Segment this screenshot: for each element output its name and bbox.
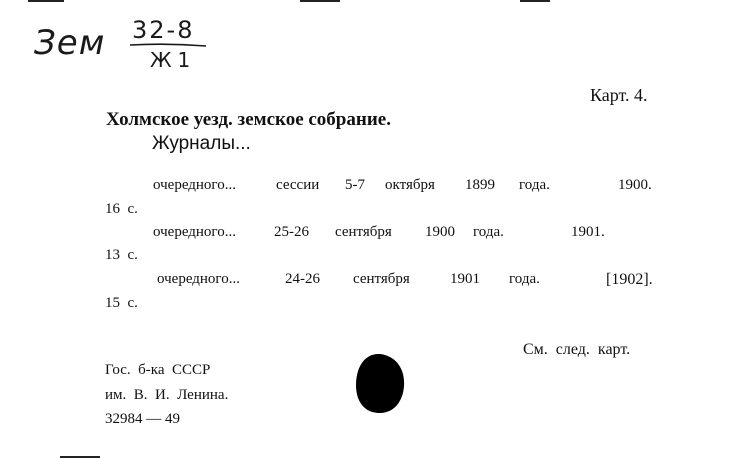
- entry-1-word: сессии: [276, 177, 320, 193]
- entry-3-pages: 15 с.: [105, 295, 138, 311]
- entry-3-word: года.: [509, 271, 540, 287]
- subheading: Журналы...: [152, 133, 251, 154]
- entry-1-word: 1900.: [618, 177, 652, 193]
- library-stamp-line-2: им. В. И. Ленина.: [105, 387, 229, 403]
- handwritten-prefix: Зем: [34, 23, 106, 63]
- scan-edge-mark: [28, 0, 64, 2]
- heading: Холмское уезд. земское собрание.: [106, 109, 391, 130]
- entry-3-word: [1902].: [606, 271, 653, 288]
- entry-3-word: 24-26: [285, 271, 320, 287]
- entry-2-word: 1901.: [571, 224, 605, 240]
- entry-2-word: сентября: [335, 224, 392, 240]
- scan-edge-mark: [300, 0, 340, 2]
- entry-1-word: очередного...: [153, 177, 236, 193]
- entry-2-word: очередного...: [153, 224, 236, 240]
- entry-3-word: сентября: [353, 271, 410, 287]
- scan-edge-mark: [520, 0, 550, 2]
- entry-1-pages: 16 с.: [105, 201, 138, 217]
- entry-2-pages: 13 с.: [105, 247, 138, 263]
- entry-3-word: очередного...: [157, 271, 240, 287]
- library-stamp-line-3: 32984 — 49: [105, 411, 180, 427]
- entry-1-word: 5-7: [345, 177, 365, 193]
- entry-2-word: 1900: [425, 224, 455, 240]
- card-number: Карт. 4.: [590, 85, 648, 105]
- entry-3-word: 1901: [450, 271, 480, 287]
- punch-hole: [353, 352, 407, 416]
- entry-1-word: октября: [385, 177, 435, 193]
- entry-2-word: года.: [473, 224, 504, 240]
- handwritten-shelf-bottom: Ж1: [150, 48, 197, 72]
- handwritten-shelf-top: 32-8: [132, 16, 195, 44]
- entry-1-word: 1899: [465, 177, 495, 193]
- library-stamp-line-1: Гос. б-ка СССР: [105, 362, 211, 378]
- entry-1-word: года.: [519, 177, 550, 193]
- continuation-note: См. след. карт.: [523, 341, 631, 358]
- entry-2-word: 25-26: [274, 224, 309, 240]
